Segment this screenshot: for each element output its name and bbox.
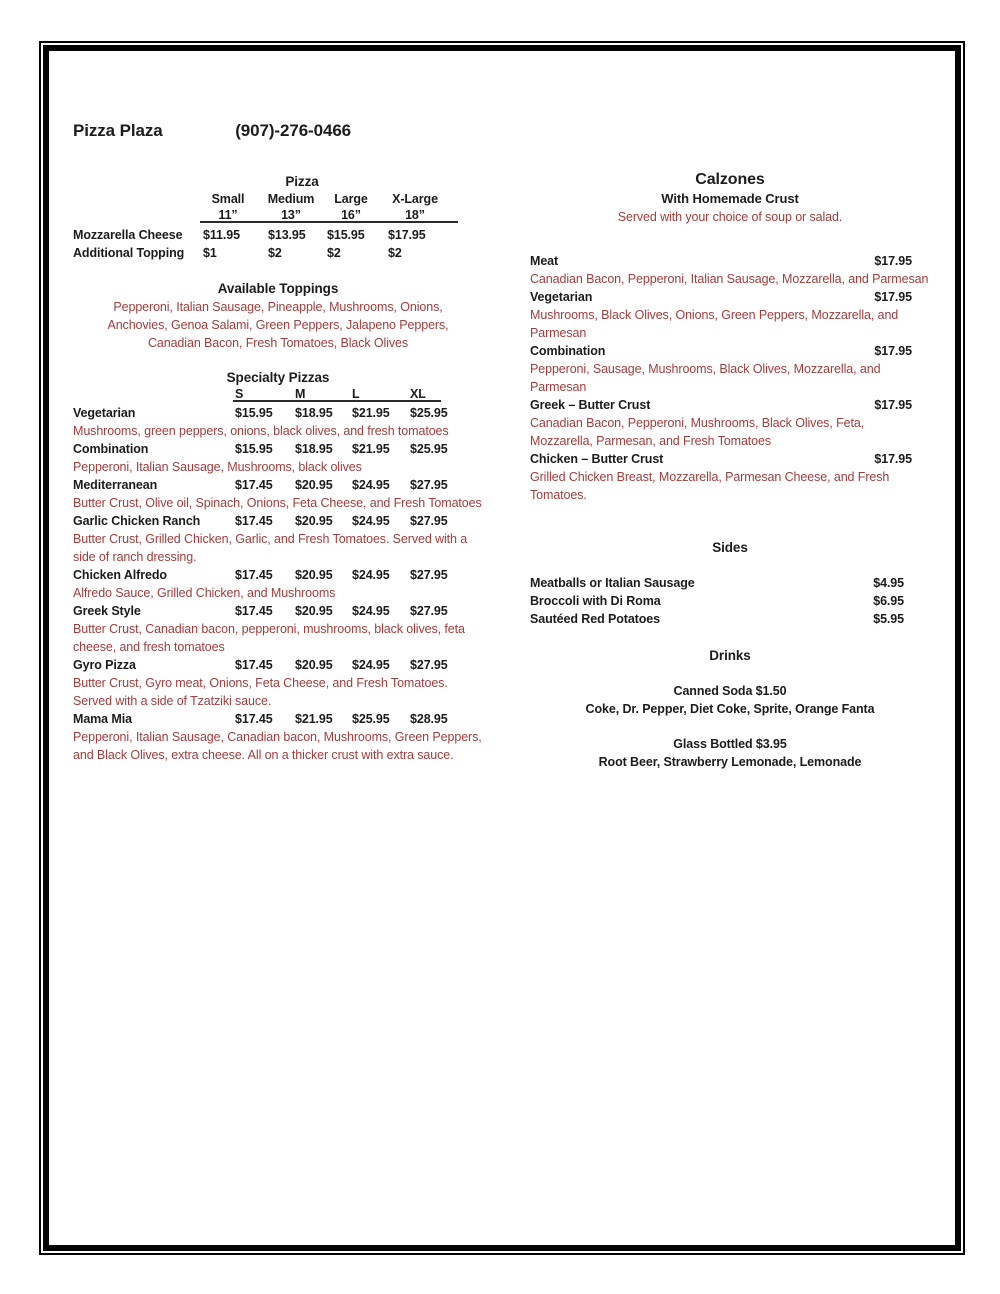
menu-item-name: Chicken – Butter Crust <box>530 452 664 466</box>
size-dimension: 11” <box>218 208 238 222</box>
left-column <box>73 120 483 764</box>
menu-item-price: $24.95 <box>352 478 390 492</box>
menu-item-price: $17.95 <box>874 290 912 304</box>
menu-item-price: $11.95 <box>203 228 240 242</box>
drink-options: Coke, Dr. Pepper, Diet Coke, Sprite, Orange Fanta <box>585 702 875 716</box>
menu-item <box>530 396 930 414</box>
menu-item <box>73 440 483 458</box>
menu-item-price: $24.95 <box>352 658 390 672</box>
menu-item-description: Butter Crust, Grilled Chicken, Garlic, and Fresh Tomatoes. Served with a side of ranch dressing. <box>73 532 468 564</box>
menu-item-name: Mama Mia <box>73 712 132 726</box>
menu-item-price: $25.95 <box>352 712 390 726</box>
menu-item-price: $17.45 <box>235 478 273 492</box>
menu-item <box>530 450 930 468</box>
menu-item-price: $20.95 <box>295 514 333 528</box>
menu-item-price: $21.95 <box>295 712 333 726</box>
menu-item-price: $5.95 <box>873 612 904 626</box>
menu-item-description: Alfredo Sauce, Grilled Chicken, and Mushrooms <box>73 586 336 600</box>
menu-item-description: Canadian Bacon, Pepperoni, Italian Sausage, Mozzarella, and Parmesan <box>530 272 929 286</box>
menu-item <box>530 592 930 610</box>
menu-item-name: Mozzarella Cheese <box>73 228 183 242</box>
right-column <box>530 170 930 771</box>
table-row <box>73 244 483 262</box>
menu-item-name: Combination <box>530 344 606 358</box>
pizza-size-dimension-row <box>73 207 483 223</box>
menu-item-price: $24.95 <box>352 568 390 582</box>
menu-item <box>73 404 483 422</box>
menu-item-description: Pepperoni, Sausage, Mushrooms, Black Olives, Mozzarella, and Parmesan <box>530 362 881 394</box>
menu-item-price: $17.95 <box>388 228 426 242</box>
menu-item <box>530 610 930 628</box>
menu-item <box>73 566 483 584</box>
menu-item-name: Vegetarian <box>530 290 593 304</box>
drink-group <box>530 682 930 718</box>
menu-item-price: $2 <box>388 246 402 260</box>
menu-item-price: $27.95 <box>410 604 448 618</box>
menu-item-price: $27.95 <box>410 568 448 582</box>
specialty-section-title: Specialty Pizzas <box>226 370 330 385</box>
phone-number: (907)-276-0466 <box>235 121 352 140</box>
menu-item-price: $1 <box>203 246 217 260</box>
menu-item-name: Meat <box>530 254 559 268</box>
menu-item-description: Grilled Chicken Breast, Mozzarella, Parmesan Cheese, and Fresh Tomatoes. <box>530 470 890 502</box>
menu-item-price: $27.95 <box>410 658 448 672</box>
menu-item-price: $4.95 <box>873 576 904 590</box>
table-row <box>73 226 483 244</box>
restaurant-name: Pizza Plaza <box>73 121 163 140</box>
menu-item-price: $17.45 <box>235 604 273 618</box>
menu-item-description: Canadian Bacon, Pepperoni, Mushrooms, Black Olives, Feta, Mozzarella, Parmesan, and Fresh Tomatoes <box>530 416 865 448</box>
calzones-note: Served with your choice of soup or salad. <box>617 210 843 224</box>
size-header: Large <box>334 192 368 206</box>
drink-heading: Canned Soda $1.50 <box>673 684 787 698</box>
menu-item-name: Garlic Chicken Ranch <box>73 514 201 528</box>
menu-item-name: Vegetarian <box>73 406 136 420</box>
menu-item <box>530 574 930 592</box>
menu-item-name: Broccoli with Di Roma <box>530 594 661 608</box>
menu-item <box>530 342 930 360</box>
menu-item-price: $15.95 <box>235 406 273 420</box>
menu-item-price: $17.95 <box>874 254 912 268</box>
menu-item <box>73 656 483 674</box>
menu-item-price: $21.95 <box>352 406 390 420</box>
toppings-list: Pepperoni, Italian Sausage, Pineapple, Mushrooms, Onions, Anchovies, Genoa Salami, Green Peppers, Jalapeno Peppers, Canadian Bacon, Fresh Tomatoes, Black Olives <box>107 300 449 350</box>
drink-options: Root Beer, Strawberry Lemonade, Lemonade <box>598 755 862 769</box>
menu-item <box>73 476 483 494</box>
menu-item-price: $17.45 <box>235 568 273 582</box>
menu-item-price: $20.95 <box>295 568 333 582</box>
menu-item-name: Greek Style <box>73 604 141 618</box>
menu-item-price: $17.45 <box>235 658 273 672</box>
menu-item-description: Mushrooms, green peppers, onions, black olives, and fresh tomatoes <box>73 424 449 438</box>
specialty-items <box>73 404 483 764</box>
menu-item-price: $17.45 <box>235 514 273 528</box>
drink-group <box>530 735 930 771</box>
size-header: XL <box>410 387 426 401</box>
size-header: S <box>235 387 244 401</box>
menu-item-price: $20.95 <box>295 604 333 618</box>
size-header: Medium <box>267 192 315 206</box>
menu-item-description: Butter Crust, Gyro meat, Onions, Feta Cheese, and Fresh Tomatoes. Served with a side of Tzatziki sauce. <box>73 676 448 708</box>
menu-item-name: Chicken Alfredo <box>73 568 167 582</box>
calzones-subtitle: With Homemade Crust <box>661 191 799 206</box>
size-header: L <box>352 387 360 401</box>
pizza-price-rows <box>73 226 483 262</box>
menu-item-price: $17.95 <box>874 398 912 412</box>
header-underline <box>200 221 458 223</box>
menu-item-price: $2 <box>268 246 282 260</box>
sides-section-title: Sides <box>712 540 748 555</box>
menu-item-price: $20.95 <box>295 478 333 492</box>
menu-item-price: $2 <box>327 246 341 260</box>
size-dimension: 13” <box>281 208 301 222</box>
menu-item-price: $24.95 <box>352 514 390 528</box>
size-dimension: 16” <box>341 208 361 222</box>
size-header: X-Large <box>392 192 438 206</box>
menu-item-price: $25.95 <box>410 406 448 420</box>
menu-item-price: $17.95 <box>874 344 912 358</box>
menu-item-name: Additional Topping <box>73 246 185 260</box>
menu-item-name: Meatballs or Italian Sausage <box>530 576 695 590</box>
menu-item-price: $18.95 <box>295 406 333 420</box>
drinks-section-title: Drinks <box>709 648 751 663</box>
menu-item <box>530 252 930 270</box>
menu-item-price: $15.95 <box>327 228 365 242</box>
menu-item-price: $25.95 <box>410 442 448 456</box>
menu-item-price: $21.95 <box>352 442 390 456</box>
calzones-section-title: Calzones <box>695 171 765 188</box>
menu-item <box>530 288 930 306</box>
size-dimension: 18” <box>405 208 425 222</box>
drink-heading: Glass Bottled $3.95 <box>673 737 787 751</box>
menu-item-description: Butter Crust, Olive oil, Spinach, Onions, Feta Cheese, and Fresh Tomatoes <box>73 496 482 510</box>
menu-item <box>73 512 483 530</box>
menu-item-description: Mushrooms, Black Olives, Onions, Green Peppers, Mozzarella, and Parmesan <box>530 308 899 340</box>
menu-item-name: Mediterranean <box>73 478 158 492</box>
pizza-size-header-row <box>73 191 483 207</box>
header-underline <box>233 400 441 402</box>
menu-item <box>73 602 483 620</box>
pizza-section-title: Pizza <box>285 174 319 189</box>
menu-item-name: Gyro Pizza <box>73 658 136 672</box>
menu-item-price: $17.45 <box>235 712 273 726</box>
size-header: Small <box>211 192 245 206</box>
specialty-size-header-row <box>73 387 483 402</box>
calzone-items <box>530 252 930 504</box>
sides-items <box>530 574 930 628</box>
menu-item-price: $20.95 <box>295 658 333 672</box>
menu-item <box>73 710 483 728</box>
menu-item-price: $27.95 <box>410 478 448 492</box>
menu-item-price: $15.95 <box>235 442 273 456</box>
menu-item-description: Pepperoni, Italian Sausage, Mushrooms, black olives <box>73 460 362 474</box>
menu-item-price: $17.95 <box>874 452 912 466</box>
menu-item-name: Sautéed Red Potatoes <box>530 612 660 626</box>
header <box>73 120 483 142</box>
menu-item-price: $24.95 <box>352 604 390 618</box>
menu-item-name: Combination <box>73 442 149 456</box>
menu-item-price: $27.95 <box>410 514 448 528</box>
menu-item-description: Pepperoni, Italian Sausage, Canadian bacon, Mushrooms, Green Peppers, and Black Olives, extra cheese. All on a thicker crust with extra sauce. <box>73 730 482 762</box>
menu-item-price: $13.95 <box>268 228 306 242</box>
menu-item-name: Greek – Butter Crust <box>530 398 651 412</box>
menu-item-price: $6.95 <box>873 594 904 608</box>
toppings-section-title: Available Toppings <box>217 281 339 296</box>
menu-item-price: $28.95 <box>410 712 448 726</box>
menu-item-price: $18.95 <box>295 442 333 456</box>
size-header: M <box>295 387 306 401</box>
menu-item-description: Butter Crust, Canadian bacon, pepperoni, mushrooms, black olives, feta cheese, and fresh tomatoes <box>73 622 465 654</box>
